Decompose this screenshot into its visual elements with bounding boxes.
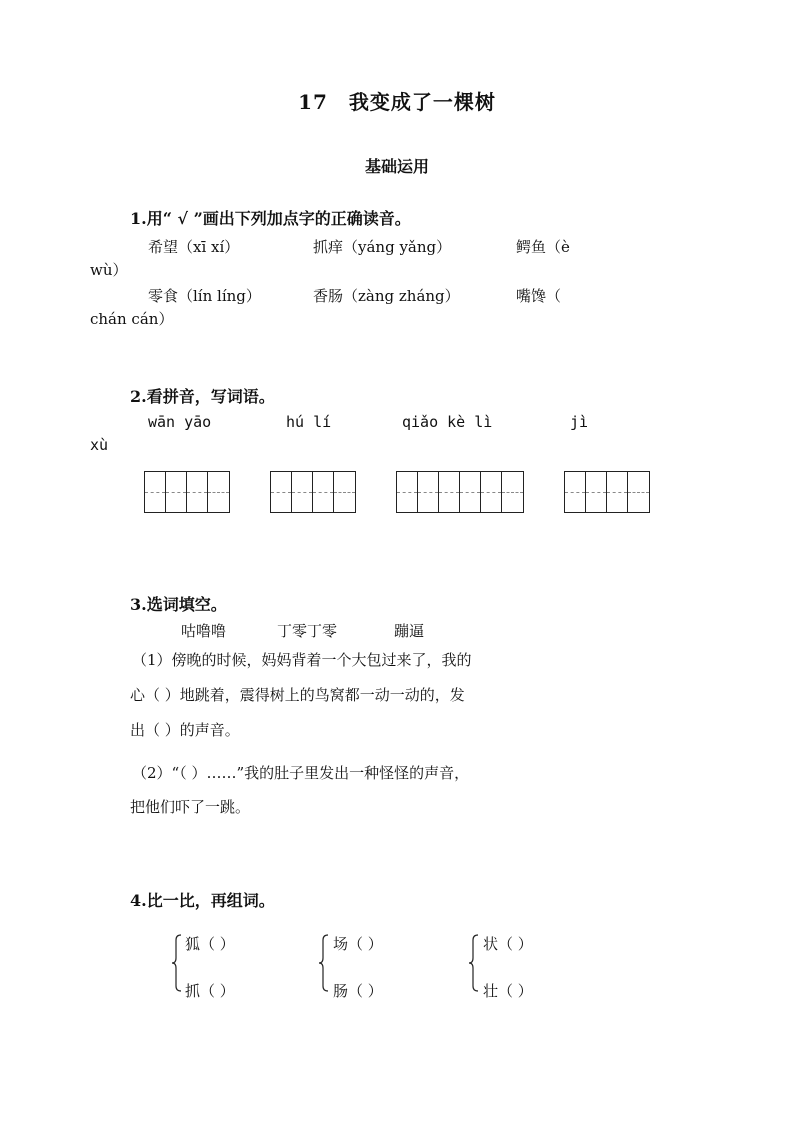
- q4-group3-top: 状（ ）: [483, 935, 533, 953]
- q1-item-6-wrap: chán cán）: [90, 310, 174, 328]
- q2-pinyin-4: jì: [570, 413, 589, 431]
- q3-option-1: 咕噜噜: [181, 622, 227, 640]
- q3-p1-line1: （1）傍晚的时候，妈妈背着一个大包过来了，我的: [132, 651, 472, 669]
- q2-pinyin-2: hú lí: [286, 413, 332, 431]
- q1-item-4: 零食（lín líng）: [148, 287, 261, 305]
- q4-group2-top: 场（ ）: [333, 935, 383, 953]
- brace-icon: [172, 934, 182, 992]
- q4-group2-bottom: 肠（ ）: [333, 982, 383, 1000]
- brace-icon: [319, 934, 329, 992]
- writing-grid-4[interactable]: [564, 471, 650, 513]
- grid-cell[interactable]: [187, 472, 208, 512]
- grid-cell[interactable]: [208, 472, 229, 512]
- q4-group3-bottom: 壮（ ）: [483, 982, 533, 1000]
- grid-cell[interactable]: [439, 472, 460, 512]
- grid-cell[interactable]: [607, 472, 628, 512]
- q3-p2-line1: （2）“（ ）……”我的肚子里发出一种怪怪的声音，: [132, 764, 470, 782]
- grid-cell[interactable]: [586, 472, 607, 512]
- section-subtitle: 基础运用: [364, 157, 429, 176]
- grid-cell[interactable]: [418, 472, 439, 512]
- q1-item-2: 抓痒（yáng yǎng）: [313, 238, 452, 256]
- grid-cell[interactable]: [313, 472, 334, 512]
- q1-item-6: 嘴馋（: [516, 287, 562, 305]
- grid-cell[interactable]: [628, 472, 649, 512]
- q1-item-1: 希望（xī xí）: [148, 238, 240, 256]
- grid-cell[interactable]: [271, 472, 292, 512]
- q1-item-5: 香肠（zàng zháng）: [313, 287, 460, 305]
- grid-cell[interactable]: [292, 472, 313, 512]
- grid-cell[interactable]: [460, 472, 481, 512]
- writing-grid-1[interactable]: [144, 471, 230, 513]
- grid-cell[interactable]: [397, 472, 418, 512]
- q1-heading: 1.用“ √ ”画出下列加点字的正确读音。: [130, 209, 411, 228]
- q3-option-3: 蹦逼: [394, 622, 425, 640]
- grid-cell[interactable]: [565, 472, 586, 512]
- q3-heading: 3.选词填空。: [130, 595, 227, 614]
- writing-grid-2[interactable]: [270, 471, 356, 513]
- q4-group1-bottom: 抓（ ）: [185, 982, 235, 1000]
- q3-option-2: 丁零丁零: [277, 622, 338, 640]
- grid-cell[interactable]: [145, 472, 166, 512]
- grid-cell[interactable]: [166, 472, 187, 512]
- q4-heading: 4.比一比，再组词。: [130, 891, 275, 910]
- q3-p1-line2: 心（ ）地跳着，震得树上的鸟窝都一动一动的，发: [130, 686, 465, 704]
- q4-group1-top: 狐（ ）: [185, 935, 235, 953]
- q1-item-3: 鳄鱼（è: [516, 238, 570, 256]
- q3-p2-line2: 把他们吓了一跳。: [130, 798, 251, 816]
- grid-cell[interactable]: [334, 472, 355, 512]
- q1-item-3-wrap: wù）: [90, 261, 128, 279]
- q3-p1-line3: 出（ ）的声音。: [130, 721, 240, 739]
- q2-pinyin-4-wrap: xù: [90, 436, 109, 454]
- writing-grid-3[interactable]: [396, 471, 524, 513]
- grid-cell[interactable]: [481, 472, 502, 512]
- q2-pinyin-1: wān yāo: [148, 413, 212, 431]
- brace-icon: [469, 934, 479, 992]
- q2-pinyin-3: qiǎo kè lì: [402, 413, 493, 431]
- q2-heading: 2.看拼音，写词语。: [130, 387, 275, 406]
- page-title: 17 我变成了一棵树: [298, 90, 496, 114]
- grid-cell[interactable]: [502, 472, 523, 512]
